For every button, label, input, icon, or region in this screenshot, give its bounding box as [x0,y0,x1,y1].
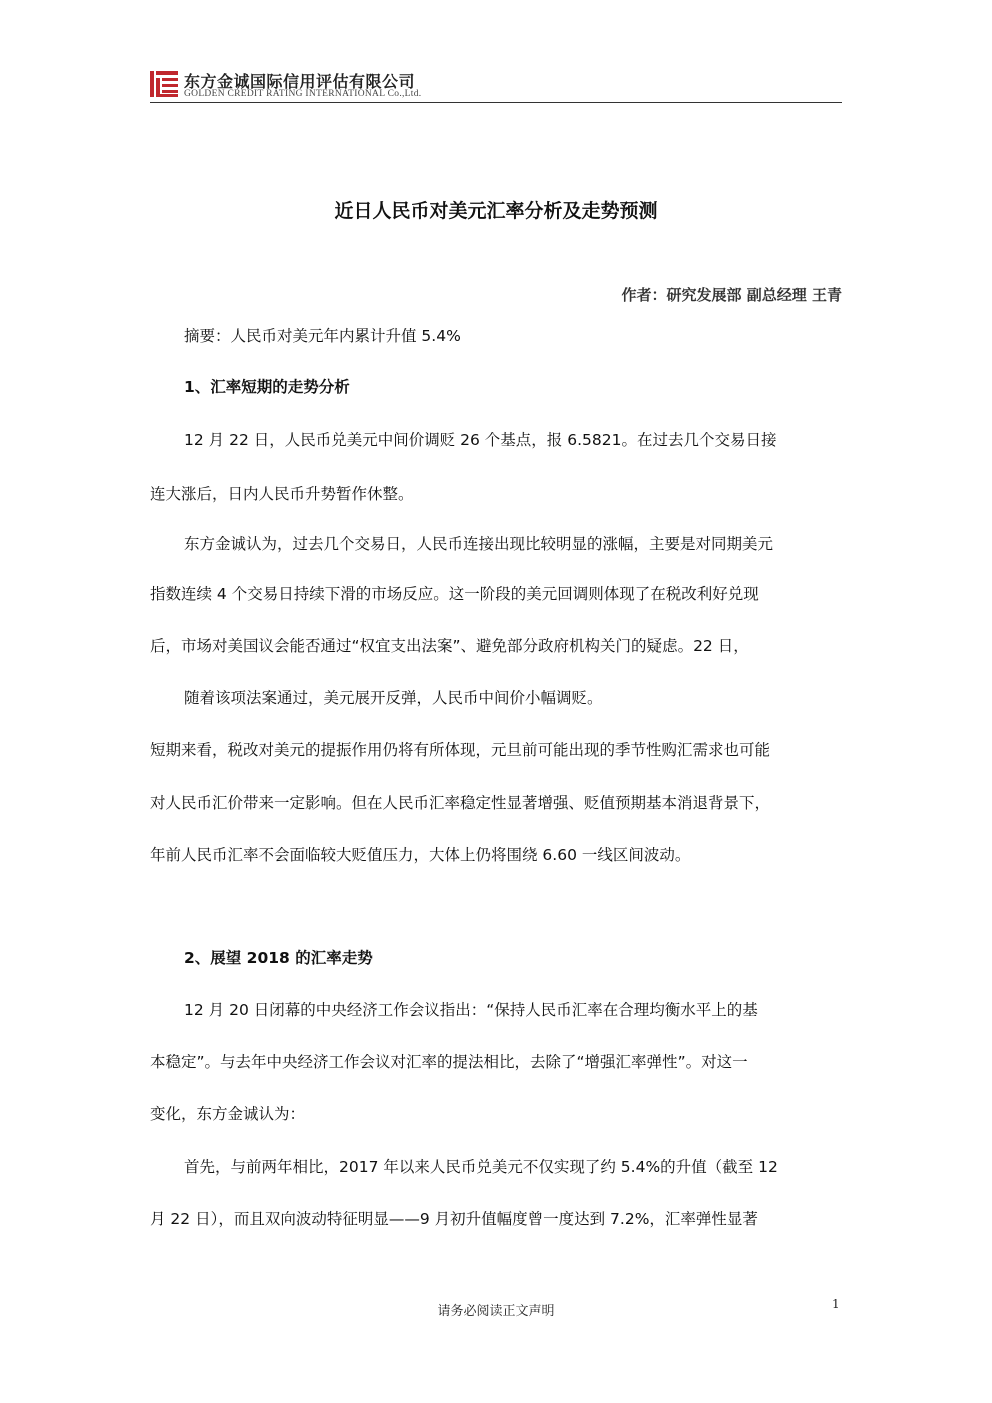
footer-disclaimer: 请务必阅读正文声明 [437,1304,555,1319]
header-divider [150,102,842,103]
paragraph-line: 12 月 22 日，人民币兑美元中间价调贬 26 个基点，报 6.5821。在过去几个交易日接 [184,431,777,449]
paragraph-line: 月 22 日），而且双向波动特征明显——9 月初升值幅度曾一度达到 7.2%，汇率弹性显著 [150,1210,758,1228]
document-header [150,68,842,104]
paragraph-line: 短期来看，税改对美元的提振作用仍将有所体现，元旦前可能出现的季节性购汇需求也可能 [150,741,771,759]
paragraph-line: 12 月 20 日闭幕的中央经济工作会议指出：“保持人民币汇率在合理均衡水平上的基 [184,1001,758,1019]
paragraph-line: 变化，东方金诚认为： [150,1105,306,1123]
paragraph-line: 本稳定”。与去年中央经济工作会议对汇率的提法相比，去除了“增强汇率弹性”。对这一 [150,1053,748,1071]
paragraph-line: 首先，与前两年相比，2017 年以来人民币兑美元不仅实现了约 5.4%的升值（截至 12 [184,1158,778,1176]
abstract-line: 摘要：人民币对美元年内累计升值 5.4% [184,327,461,345]
company-name-cn: 东方金诚国际信用评估有限公司 [184,72,416,91]
section-heading-2: 2、展望 2018 的汇率走势 [184,949,373,967]
paragraph-line: 连大涨后，日内人民币升势暂作休整。 [150,485,414,503]
author-line: 作者：研究发展部 副总经理 王青 [621,286,842,304]
company-name-en: GOLDEN CREDIT RATING INTERNATIONAL Co.,Ltd. [184,89,422,99]
document-title: 近日人民币对美元汇率分析及走势预测 [334,200,658,222]
page-number: 1 [832,1297,840,1311]
paragraph-line: 指数连续 4 个交易日持续下滑的市场反应。这一阶段的美元回调则体现了在税改利好兑现 [150,585,759,603]
section-heading-1: 1、汇率短期的走势分析 [184,378,350,396]
paragraph-line: 后，市场对美国议会能否通过“权宜支出法案”、避免部分政府机构关门的疑虑。22 日， [150,637,749,655]
paragraph-line: 年前人民币汇率不会面临较大贬值压力，大体上仍将围绕 6.60 一线区间波动。 [150,846,691,864]
paragraph-line: 随着该项法案通过，美元展开反弹，人民币中间价小幅调贬。 [184,689,603,707]
paragraph-line: 东方金诚认为，过去几个交易日，人民币连接出现比较明显的涨幅，主要是对同期美元 [184,535,774,553]
company-logo-icon [150,70,178,98]
paragraph-line: 对人民币汇价带来一定影响。但在人民币汇率稳定性显著增强、贬值预期基本消退背景下， [150,794,771,812]
